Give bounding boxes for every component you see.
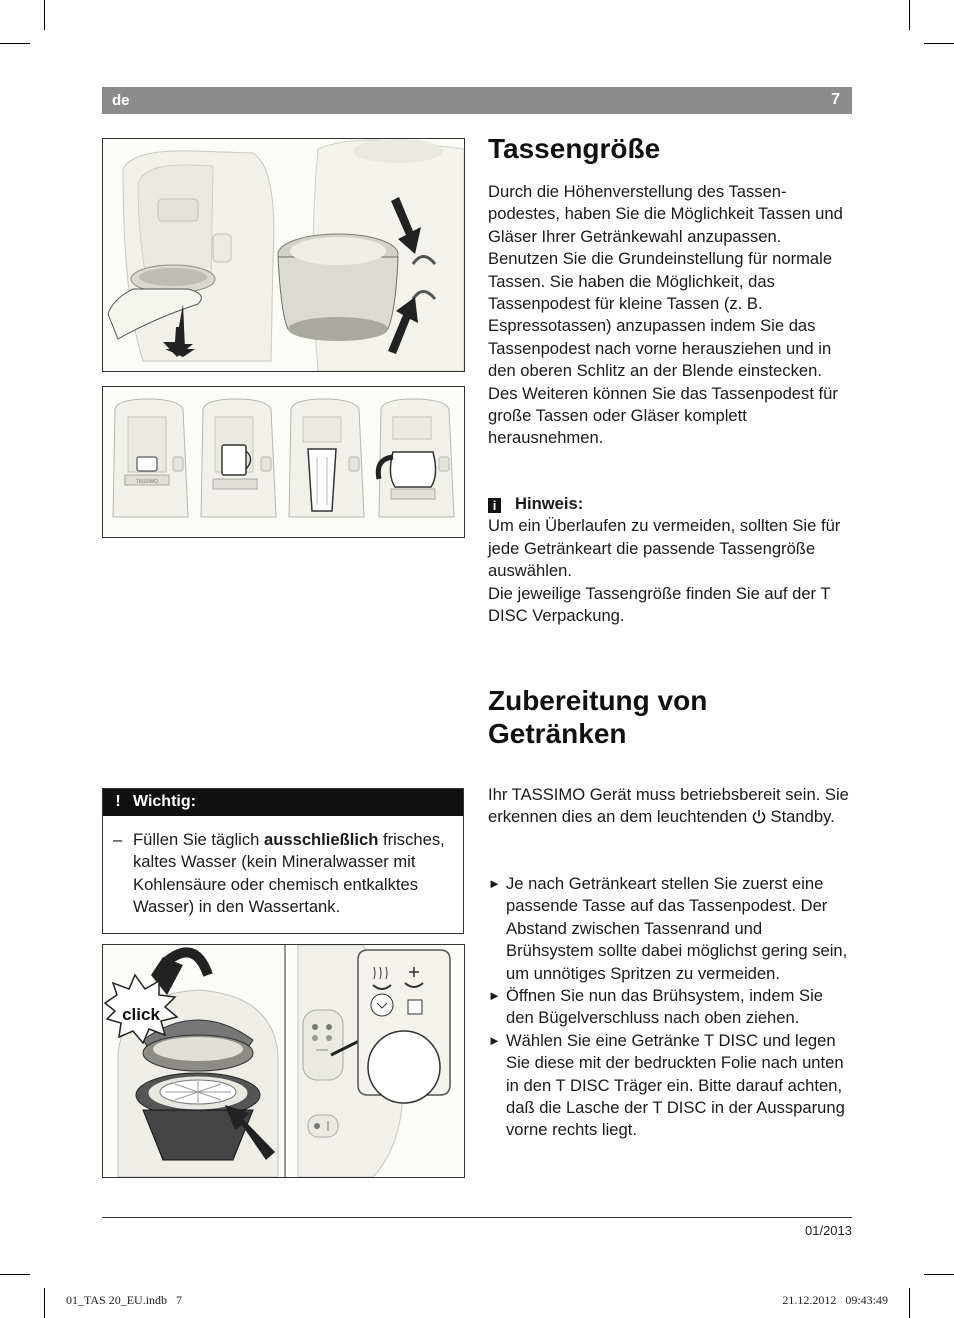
section-title-line-2: Getränken	[488, 718, 627, 749]
print-slug-timestamp: 21.12.2012 09:43:49	[782, 1293, 888, 1307]
machine-mug	[201, 399, 276, 517]
standby-power-icon	[752, 809, 766, 824]
section-title-preparation	[488, 684, 848, 750]
info-icon: i	[488, 498, 501, 513]
step-item	[488, 873, 850, 985]
crop-mark	[924, 1274, 954, 1275]
bullet-triangle-icon: ►	[488, 1032, 501, 1048]
brewing-system-illustration	[103, 945, 464, 1177]
preparation-intro	[488, 784, 850, 829]
section-title-line-1: Zubereitung von	[488, 685, 708, 716]
crop-mark	[0, 43, 30, 44]
warning-text-start: Füllen Sie täglich	[133, 830, 260, 849]
warning-text-emphasis: ausschließlich	[264, 830, 379, 849]
language-code: de	[112, 92, 130, 109]
bullet-triangle-icon: ►	[488, 988, 501, 1004]
cup-size-paragraph: Durch die Höhenverstellung des Tassenpodestes, haben Sie die Möglichkeit Tassen und Gläser Ihrer Getränkewahl anzupassen. Benutzen Sie die Grundeinstellung für normale Tassen. Sie haben die Möglichkeit, das Tassenpodest für kleine Tassen (z. B. Espressotassen) anzupassen indem Sie das Tassenpodest nach vorne herausziehen und in den oberen Schlitz an der Blende einstecken. Des Weiteren können Sie das Tassenpodest für große Tassen oder Gläser komplett herausnehmen.	[488, 182, 843, 448]
warning-header	[103, 789, 463, 816]
intro-standby: Standby.	[770, 807, 835, 827]
note-block	[488, 493, 850, 627]
note-text-1: Um ein Überlaufen zu vermeiden, sollten Sie für jede Getränkeart die passende Tassengröße auswählen.	[488, 516, 841, 581]
dash-bullet: –	[113, 830, 123, 849]
header-bar	[102, 87, 852, 114]
section-title-cup-size: Tassengröße	[488, 133, 661, 164]
click-label: click	[122, 1005, 160, 1024]
print-slug-file: 01_TAS 20_EU.indb 7	[66, 1293, 183, 1307]
machine-logo-text: TASSIMO	[135, 479, 159, 485]
step-item	[488, 985, 850, 1030]
cup-platform-illustration	[103, 139, 464, 371]
note-text-2: Die jeweilige Tassengröße finden Sie auf der T DISC Verpackung.	[488, 583, 831, 626]
warning-text	[133, 829, 463, 919]
crop-mark	[44, 0, 45, 30]
crop-mark	[0, 1274, 30, 1275]
warning-body	[113, 829, 463, 919]
crop-mark	[909, 1288, 910, 1318]
bullet-triangle-icon: ►	[488, 876, 501, 891]
footer-rule	[102, 1217, 852, 1218]
warning-title: Wichtig:	[133, 793, 196, 810]
intro-text: Ihr TASSIMO Gerät muss betriebsbereit sein. Sie erkennen dies an dem leuchtenden	[488, 785, 849, 827]
steps-list	[488, 873, 850, 1142]
step-text: Je nach Getränkeart stellen Sie zuerst eine passende Tasse auf das Tassenpodest. Der Abstand zwischen Tassenrand und Brühsystem sollte dabei möglichst gering sein, um unnötiges Spritzen zu vermeiden.	[506, 874, 848, 983]
cup-platform-figure	[102, 138, 465, 372]
crop-mark	[909, 0, 910, 30]
machine-jug	[378, 399, 454, 517]
exclamation-icon: !	[115, 793, 121, 810]
footer-date: 01/2013	[805, 1223, 852, 1238]
crop-mark	[44, 1288, 45, 1318]
warning-box	[102, 788, 464, 934]
brewing-system-figure	[102, 944, 465, 1178]
cup-sizes-figure	[102, 386, 465, 538]
note-title: Hinweis:	[515, 494, 584, 513]
cup-sizes-illustration	[103, 387, 464, 537]
machine-glass	[289, 399, 364, 517]
step-text: Wählen Sie eine Getränke T DISC und legen Sie diese mit der bedruckten Folie nach unten in den T DISC Träger ein. Bitte darauf achten, daß die Lasche der T DISC in der Aussparung vorne rechts liegt.	[506, 1030, 845, 1140]
step-item	[488, 1030, 850, 1142]
page-number: 7	[831, 91, 840, 108]
crop-mark	[924, 43, 954, 44]
machine-small-cup	[113, 399, 188, 517]
warning-text-end: frisches, kaltes Wasser (kein Mineralwasser mit Kohlensäure oder chemisch entkalktes Wasser) in den Wassertank.	[133, 830, 445, 917]
step-text: Öffnen Sie nun das Brühsystem, indem Sie den Bügelverschluss nach oben ziehen.	[506, 986, 823, 1028]
